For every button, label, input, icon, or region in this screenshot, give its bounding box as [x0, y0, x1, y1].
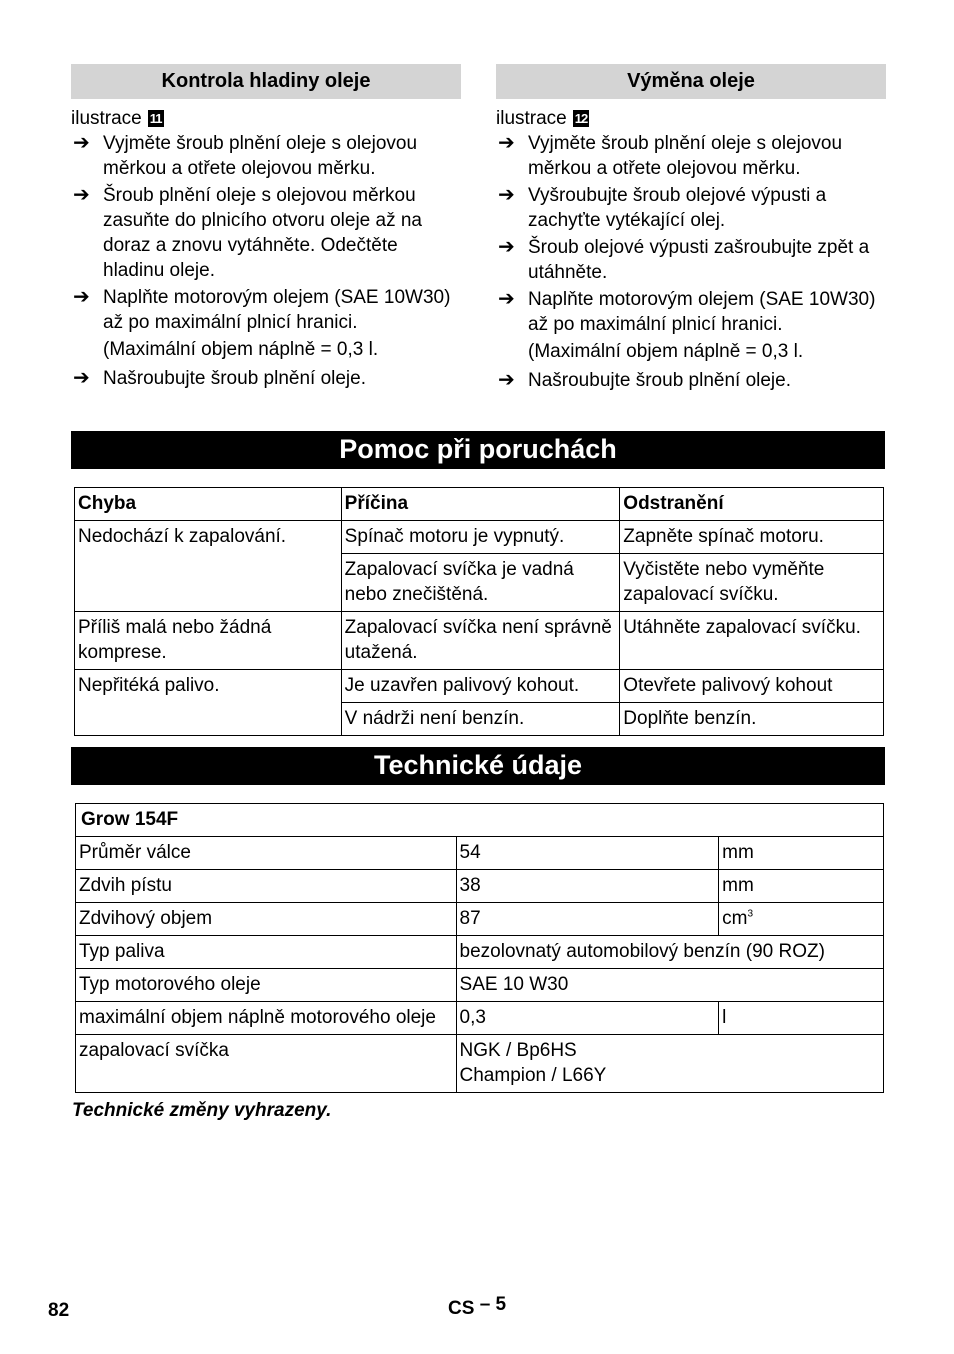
- spec-label: Zdvih pístu: [76, 870, 457, 903]
- step-item: ➔ Našroubujte šroub plnění oleje.: [73, 367, 367, 389]
- arrow-right-icon: ➔: [73, 286, 90, 308]
- table-row: [76, 1002, 884, 1035]
- arrow-right-icon: ➔: [73, 132, 90, 154]
- fault-cell: Nedochází k zapalování.: [75, 521, 342, 612]
- capacity-note: (Maximální objem náplně = 0,3 l.: [528, 341, 804, 362]
- table-row: [75, 612, 884, 670]
- footnote: Technické změny vyhrazeny.: [72, 1100, 332, 1121]
- model-name: Grow 154F: [76, 804, 884, 837]
- model-row: [76, 804, 884, 837]
- spec-label: zapalovací svíčka: [76, 1035, 457, 1093]
- spec-label: Typ paliva: [76, 936, 457, 969]
- column-header: Odstranění: [620, 488, 884, 521]
- fault-cell: Nepřitéká palivo.: [75, 670, 342, 736]
- spec-unit: mm: [719, 870, 884, 903]
- table-header-row: [75, 488, 884, 521]
- step-item: ➔ Naplňte motorovým olejem (SAE 10W30) až po maximální plnicí hranici.: [73, 286, 451, 333]
- section-title: Kontrola hladiny oleje: [71, 64, 461, 99]
- arrow-right-icon: ➔: [498, 132, 515, 154]
- step-item: ➔ Vyjměte šroub plnění oleje s olejovou měrkou a otřete olejovou měrku.: [498, 132, 843, 179]
- remedy-cell: Zapněte spínač motoru.: [620, 521, 884, 554]
- illustration-ref: [71, 106, 461, 131]
- remedy-cell: Otevřete palivový kohout: [620, 670, 884, 703]
- figure-number: 11: [149, 111, 162, 126]
- remedy-cell: Vyčistěte nebo vyměňte zapalovací svíčku.: [620, 554, 884, 612]
- oil-level-check-section: [71, 64, 461, 393]
- table-row: [76, 837, 884, 870]
- table-row: [75, 670, 884, 703]
- step-item: ➔ Naplňte motorovým olejem (SAE 10W30) až po maximální plnicí hranici.: [498, 288, 876, 335]
- oil-change-section: [496, 64, 886, 395]
- illustration-label: ilustrace: [496, 108, 567, 129]
- spec-unit: mm: [719, 837, 884, 870]
- step-list: [71, 366, 461, 391]
- table-row: [76, 903, 884, 936]
- spec-value: NGK / Bp6HS Champion / L66Y: [456, 1035, 883, 1093]
- spec-unit: $cm^3$: [719, 903, 884, 936]
- cause-cell: V nádrži není benzín.: [341, 703, 620, 736]
- spec-value: 0,3: [456, 1002, 719, 1035]
- spec-label: Typ motorového oleje: [76, 969, 457, 1002]
- table-row: [76, 1035, 884, 1093]
- spec-value: 38: [456, 870, 719, 903]
- step-list: [71, 131, 461, 335]
- arrow-right-icon: ➔: [498, 288, 515, 310]
- technical-data-heading: Technické údaje: [71, 747, 885, 785]
- remedy-cell: Utáhněte zapalovací svíčku.: [620, 612, 884, 670]
- cause-cell: Zapalovací svíčka je vadná nebo znečištěná.: [341, 554, 620, 612]
- spec-value: SAE 10 W30: [456, 969, 883, 1002]
- troubleshooting-table: [74, 487, 884, 736]
- spec-label: Průměr válce: [76, 837, 457, 870]
- illustration-ref: [496, 106, 886, 131]
- arrow-right-icon: ➔: [73, 367, 90, 389]
- spec-table: [75, 803, 884, 1093]
- step-item: ➔ Našroubujte šroub plnění oleje.: [498, 369, 792, 391]
- arrow-right-icon: ➔: [73, 184, 90, 206]
- fault-cell: Příliš malá nebo žádná komprese.: [75, 612, 342, 670]
- spec-unit: l: [719, 1002, 884, 1035]
- table-row: [76, 870, 884, 903]
- arrow-right-icon: ➔: [498, 236, 515, 258]
- arrow-right-icon: ➔: [498, 369, 515, 391]
- step-item: ➔ Šroub olejové výpusti zašroubujte zpět a utáhněte.: [498, 236, 870, 283]
- remedy-cell: Doplňte benzín.: [620, 703, 884, 736]
- spec-value: 87: [456, 903, 719, 936]
- spec-value: bezolovnatý automobilový benzín (90 ROZ): [456, 936, 883, 969]
- section-title: Výměna oleje: [496, 64, 886, 99]
- page-footer-lang: CS – 5: [448, 1294, 507, 1319]
- step-list: [496, 131, 886, 337]
- arrow-right-icon: ➔: [498, 184, 515, 206]
- illustration-label: ilustrace: [71, 108, 142, 129]
- capacity-note: (Maximální objem náplně = 0,3 l.: [103, 339, 379, 360]
- troubleshooting-heading: Pomoc při poruchách: [71, 431, 885, 469]
- step-list: [496, 368, 886, 393]
- figure-number: 12: [574, 111, 588, 126]
- table-row: [75, 521, 884, 554]
- table-row: [76, 969, 884, 1002]
- column-header: Chyba: [75, 488, 342, 521]
- spec-label: maximální objem náplně motorového oleje: [76, 1002, 457, 1035]
- cause-cell: Spínač motoru je vypnutý.: [341, 521, 620, 554]
- step-item: ➔ Šroub plnění oleje s olejovou měrkou zasuňte do plnicího otvoru oleje až na doraz a znovu vytáhněte. Odečtěte hladinu oleje.: [73, 184, 422, 281]
- table-row: [76, 936, 884, 969]
- step-item: ➔ Vyšroubujte šroub olejové výpusti a zachyťte vytékající olej.: [498, 184, 827, 231]
- spec-value: 54: [456, 837, 719, 870]
- cause-cell: Je uzavřen palivový kohout.: [341, 670, 620, 703]
- step-item: ➔ Vyjměte šroub plnění oleje s olejovou měrkou a otřete olejovou měrku.: [73, 132, 418, 179]
- page-number: 82: [48, 1300, 70, 1321]
- column-header: Příčina: [341, 488, 620, 521]
- spec-label: Zdvihový objem: [76, 903, 457, 936]
- cause-cell: Zapalovací svíčka není správně utažená.: [341, 612, 620, 670]
